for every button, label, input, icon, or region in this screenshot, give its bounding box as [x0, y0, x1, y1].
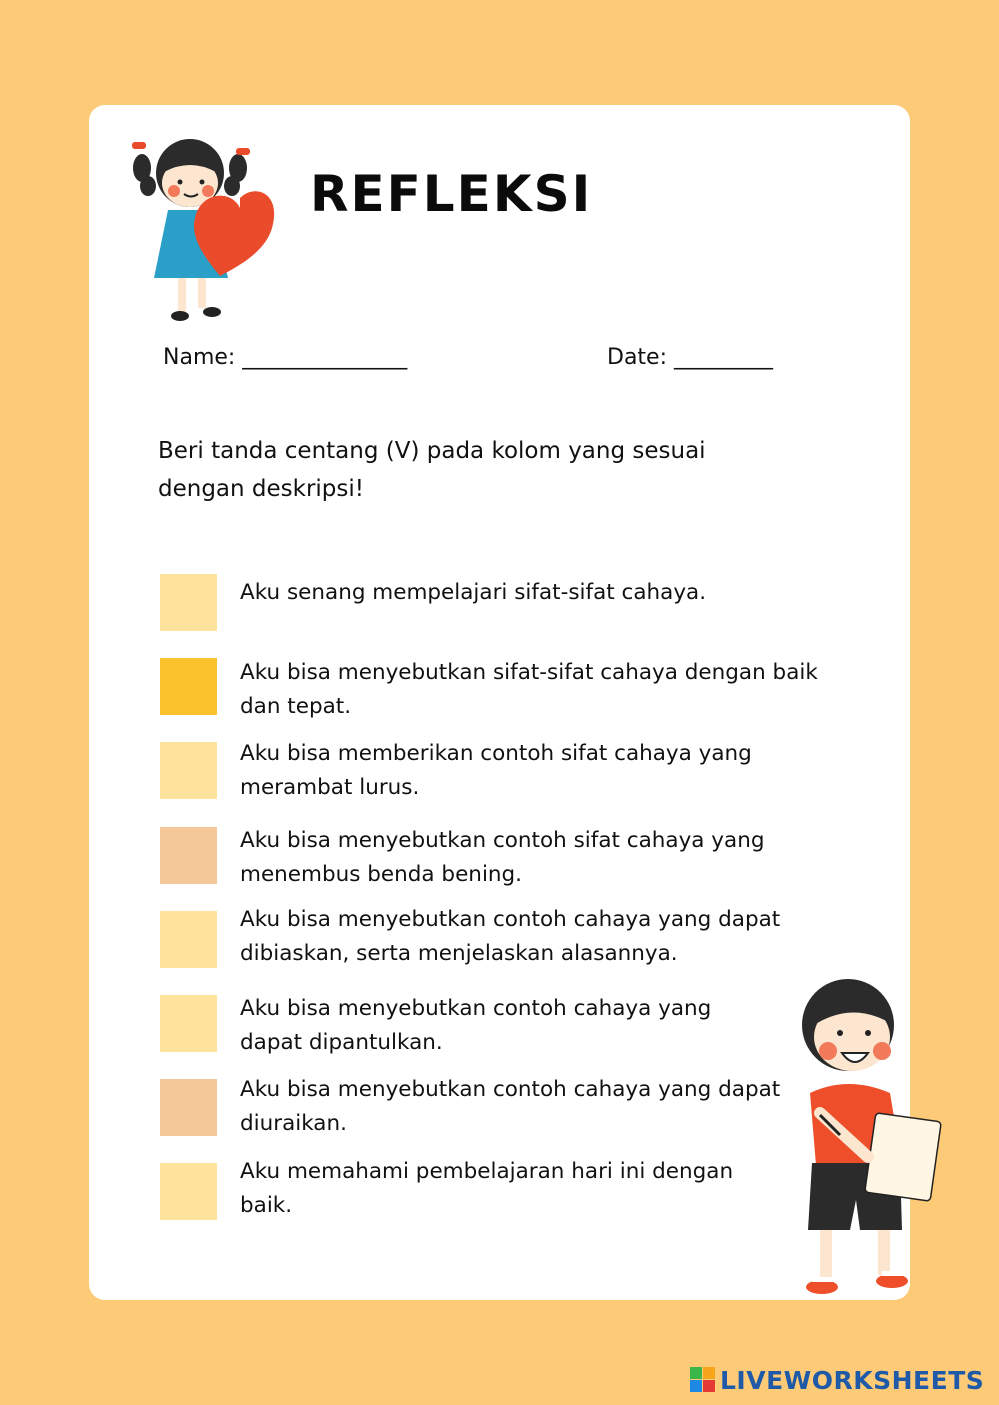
- reflection-item-text: Aku bisa menyebutkan contoh cahaya yang dapat diuraikan.: [240, 1077, 781, 1136]
- check-box[interactable]: [160, 1079, 217, 1136]
- check-box[interactable]: [160, 911, 217, 968]
- brand-name: LIVEWORKSHEETS: [720, 1365, 985, 1395]
- reflection-item-text: Aku bisa menyebutkan contoh cahaya yang dapat dibiaskan, serta menjelaskan alasannya.: [240, 907, 781, 966]
- page-title: REFLEKSI: [310, 165, 593, 223]
- reflection-item: [160, 658, 860, 718]
- check-box[interactable]: [160, 827, 217, 884]
- reflection-item: [160, 574, 860, 634]
- check-box[interactable]: [160, 742, 217, 799]
- reflection-item-text: Aku bisa menyebutkan contoh sifat cahaya yang menembus benda bening.: [240, 828, 765, 887]
- reflection-item: [160, 907, 860, 971]
- name-field[interactable]: Name: _______________: [163, 345, 408, 370]
- check-box[interactable]: [160, 1163, 217, 1220]
- reflection-item-text: Aku bisa memberikan contoh sifat cahaya yang merambat lurus.: [240, 741, 752, 800]
- check-box[interactable]: [160, 574, 217, 631]
- reflection-item: [160, 1079, 860, 1139]
- reflection-item-text: Aku senang mempelajari sifat-sifat cahaya.: [240, 580, 707, 605]
- reflection-item: [160, 1159, 860, 1223]
- liveworksheets-logo-icon: [690, 1367, 716, 1393]
- check-box[interactable]: [160, 995, 217, 1052]
- date-field[interactable]: Date: _________: [607, 345, 773, 370]
- reflection-item-text: Aku bisa menyebutkan sifat-sifat cahaya dengan baik dan tepat.: [240, 660, 818, 719]
- check-box[interactable]: [160, 658, 217, 715]
- liveworksheets-brand[interactable]: [690, 1365, 984, 1395]
- boy-paper-illustration: [790, 975, 950, 1300]
- reflection-item: [160, 995, 860, 1055]
- instruction-text: Beri tanda centang (V) pada kolom yang sesuai dengan deskripsi!: [158, 438, 706, 502]
- girl-heart-illustration: [120, 128, 285, 328]
- reflection-item: [160, 827, 860, 887]
- reflection-item: [160, 742, 860, 802]
- reflection-item-text: Aku bisa menyebutkan contoh cahaya yang dapat dipantulkan.: [240, 996, 712, 1055]
- reflection-item-text: Aku memahami pembelajaran hari ini dengan baik.: [240, 1159, 734, 1218]
